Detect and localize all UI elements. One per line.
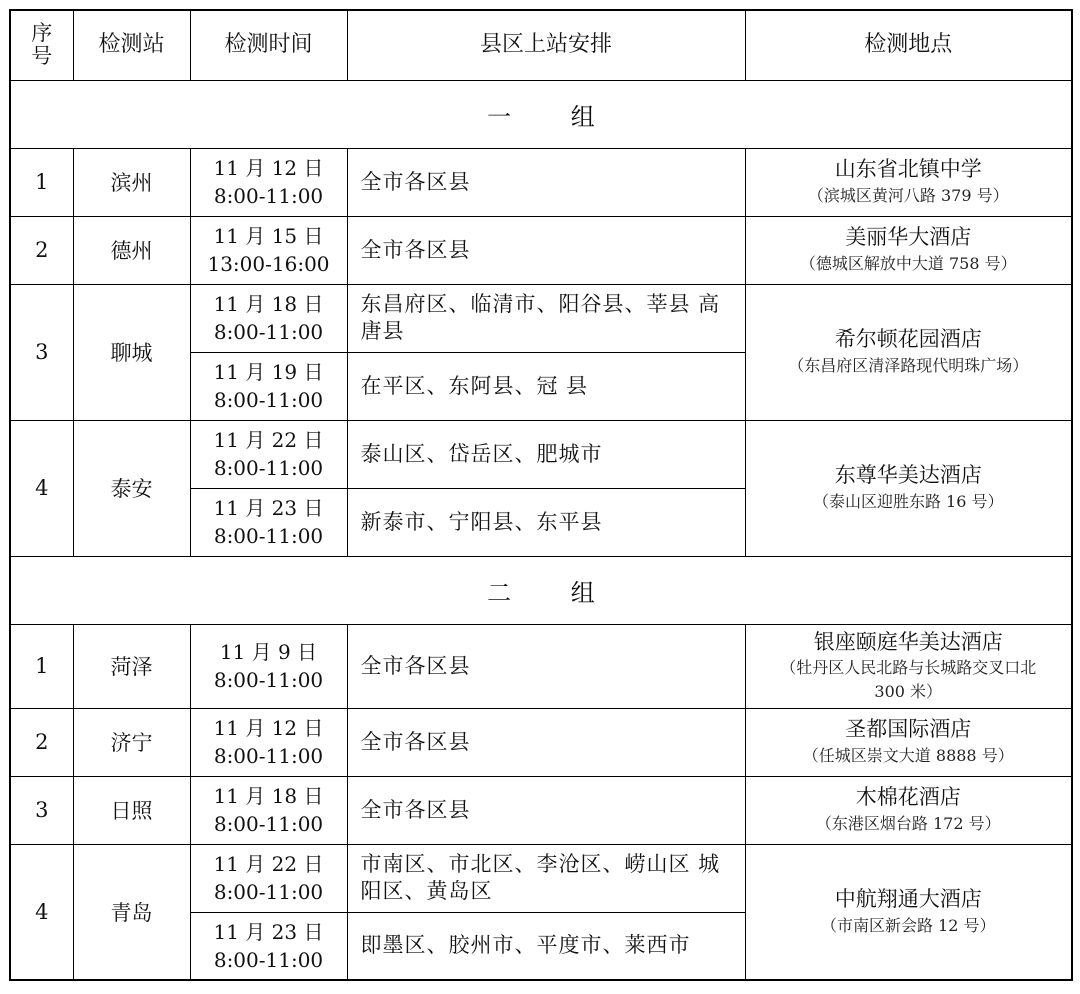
test-time bbox=[190, 352, 347, 420]
location-address: （市南区新会路 12 号） bbox=[820, 915, 996, 935]
station-name: 菏泽 bbox=[73, 624, 190, 708]
test-location bbox=[745, 844, 1072, 980]
table-row bbox=[10, 216, 1072, 284]
row-number: 4 bbox=[10, 420, 73, 556]
test-time bbox=[190, 912, 347, 980]
test-date: 11 月 18 日 bbox=[213, 784, 324, 808]
row-number: 2 bbox=[10, 216, 73, 284]
location-name: 山东省北镇中学 bbox=[834, 157, 982, 181]
station-name: 德州 bbox=[73, 216, 190, 284]
test-location bbox=[745, 624, 1072, 708]
location-name: 圣都国际酒店 bbox=[845, 717, 972, 741]
test-hours: 8:00-11:00 bbox=[213, 744, 324, 768]
county-arrangement: 全市各区县 bbox=[347, 148, 745, 216]
header-location: 检测地点 bbox=[745, 10, 1072, 80]
test-hours: 8:00-11:00 bbox=[213, 812, 324, 836]
test-hours: 8:00-11:00 bbox=[213, 388, 324, 412]
location-name: 东尊华美达酒店 bbox=[834, 463, 982, 487]
test-hours: 8:00-11:00 bbox=[213, 184, 324, 208]
test-location bbox=[745, 420, 1072, 556]
station-name: 日照 bbox=[73, 776, 190, 844]
county-arrangement: 全市各区县 bbox=[347, 216, 745, 284]
table-row bbox=[10, 708, 1072, 776]
test-location bbox=[745, 776, 1072, 844]
row-number: 1 bbox=[10, 148, 73, 216]
test-time bbox=[190, 624, 347, 708]
location-address: （东港区烟台路 172 号） bbox=[815, 814, 1001, 833]
location-name: 中航翔通大酒店 bbox=[834, 886, 982, 911]
table-row bbox=[10, 624, 1072, 708]
test-hours: 13:00-16:00 bbox=[207, 252, 330, 276]
county-arrangement: 新泰市、宁阳县、东平县 bbox=[347, 488, 745, 556]
county-arrangement: 全市各区县 bbox=[347, 776, 745, 844]
county-arrangement: 东昌府区、临清市、阳谷县、莘县 高唐县 bbox=[347, 284, 745, 352]
location-address: （滨城区黄河八路 379 号） bbox=[807, 186, 1009, 205]
table-row bbox=[10, 284, 1072, 352]
header-time: 检测时间 bbox=[190, 10, 347, 80]
location-address: （东昌府区清泽路现代明珠广场） bbox=[788, 356, 1029, 375]
test-date: 11 月 12 日 bbox=[213, 716, 324, 740]
table-row bbox=[10, 844, 1072, 912]
group-row bbox=[10, 80, 1072, 148]
location-name: 美丽华大酒店 bbox=[845, 225, 972, 249]
test-time bbox=[190, 844, 347, 912]
schedule-table bbox=[9, 9, 1073, 981]
header-station: 检测站 bbox=[73, 10, 190, 80]
test-date: 11 月 9 日 bbox=[219, 640, 318, 664]
header-arrangement: 县区上站安排 bbox=[347, 10, 745, 80]
group-title: 一 组 bbox=[10, 80, 1072, 148]
location-address: （泰山区迎胜东路 16 号） bbox=[812, 492, 1004, 511]
test-hours: 8:00-11:00 bbox=[213, 524, 324, 548]
test-date: 11 月 18 日 bbox=[213, 292, 324, 316]
location-address: （任城区崇文大道 8888 号） bbox=[802, 746, 1014, 765]
group-title: 二 组 bbox=[10, 556, 1072, 624]
row-number: 1 bbox=[10, 624, 73, 708]
location-name: 木棉花酒店 bbox=[855, 785, 961, 809]
test-date: 11 月 22 日 bbox=[213, 428, 324, 452]
table-row bbox=[10, 420, 1072, 488]
test-date: 11 月 23 日 bbox=[213, 496, 324, 520]
table-row bbox=[10, 776, 1072, 844]
test-location bbox=[745, 216, 1072, 284]
station-name: 泰安 bbox=[73, 420, 190, 556]
row-number: 4 bbox=[10, 844, 73, 980]
test-location bbox=[745, 148, 1072, 216]
test-time bbox=[190, 420, 347, 488]
table-row bbox=[10, 148, 1072, 216]
group-row bbox=[10, 556, 1072, 624]
station-name: 济宁 bbox=[73, 708, 190, 776]
location-address: （德城区解放中大道 758 号） bbox=[799, 254, 1017, 273]
test-date: 11 月 22 日 bbox=[213, 852, 324, 876]
test-date: 11 月 23 日 bbox=[213, 919, 324, 944]
county-arrangement: 全市各区县 bbox=[347, 624, 745, 708]
test-date: 11 月 19 日 bbox=[213, 360, 324, 384]
county-arrangement: 在平区、东阿县、冠 县 bbox=[347, 352, 745, 420]
row-number: 3 bbox=[10, 776, 73, 844]
county-arrangement: 市南区、市北区、李沧区、崂山区 城阳区、黄岛区 bbox=[347, 844, 745, 912]
station-name: 青岛 bbox=[73, 844, 190, 980]
test-time bbox=[190, 488, 347, 556]
row-number: 3 bbox=[10, 284, 73, 420]
county-arrangement: 即墨区、胶州市、平度市、莱西市 bbox=[347, 912, 745, 980]
row-number: 2 bbox=[10, 708, 73, 776]
location-name: 希尔顿花园酒店 bbox=[834, 327, 982, 351]
test-time bbox=[190, 148, 347, 216]
test-date: 11 月 12 日 bbox=[213, 156, 324, 180]
county-arrangement: 全市各区县 bbox=[347, 708, 745, 776]
location-name: 银座颐庭华美达酒店 bbox=[813, 629, 1003, 654]
location-address: （牡丹区人民北路与长城路交叉口北 300 米） bbox=[780, 657, 1037, 701]
test-location bbox=[745, 708, 1072, 776]
test-date: 11 月 15 日 bbox=[213, 224, 324, 248]
test-location bbox=[745, 284, 1072, 420]
county-arrangement: 泰山区、岱岳区、肥城市 bbox=[347, 420, 745, 488]
header-seq: 序号 bbox=[10, 10, 73, 80]
test-hours: 8:00-11:00 bbox=[213, 668, 324, 692]
test-hours: 8:00-11:00 bbox=[213, 320, 324, 344]
station-name: 滨州 bbox=[73, 148, 190, 216]
test-time bbox=[190, 216, 347, 284]
test-hours: 8:00-11:00 bbox=[213, 880, 324, 904]
station-name: 聊城 bbox=[73, 284, 190, 420]
test-time bbox=[190, 284, 347, 352]
test-time bbox=[190, 776, 347, 844]
header-row bbox=[10, 10, 1072, 80]
test-hours: 8:00-11:00 bbox=[213, 947, 324, 972]
test-time bbox=[190, 708, 347, 776]
test-hours: 8:00-11:00 bbox=[213, 456, 324, 480]
